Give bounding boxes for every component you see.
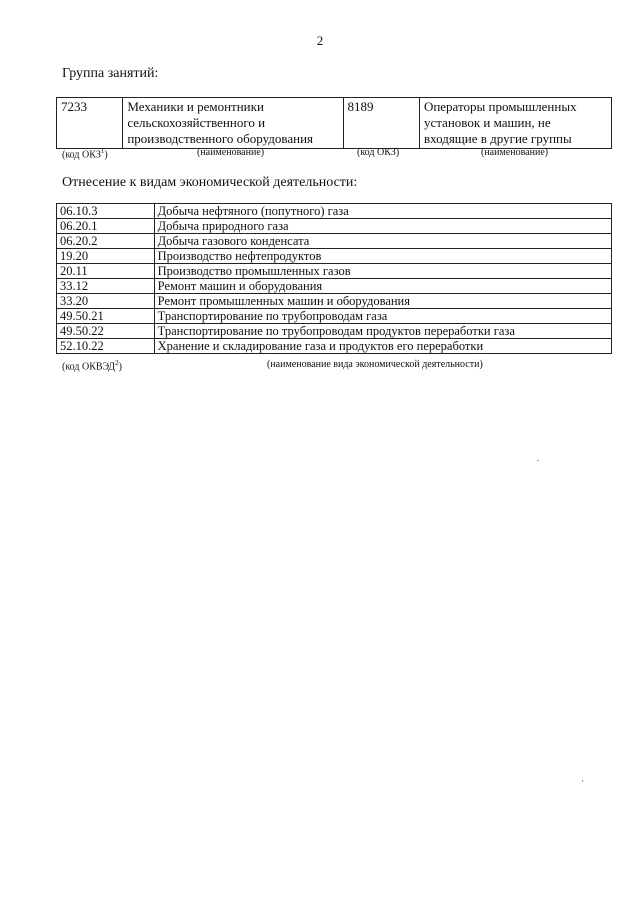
okved-code-caption: (код ОКВЭД$^2$) xyxy=(62,359,122,373)
okved-name-cell: Производство нефтепродуктов xyxy=(154,249,611,264)
okved-code-cell: 20.11 xyxy=(57,264,155,279)
table-row xyxy=(57,219,612,234)
occupation-group-captions xyxy=(0,147,640,161)
okved-code-cell: 49.50.21 xyxy=(57,309,155,324)
table-row xyxy=(57,98,612,149)
table-row xyxy=(57,339,612,354)
economic-activities-title: Отнесение к видам экономической деятельности: xyxy=(62,175,358,190)
economic-activities-captions xyxy=(0,359,640,373)
okved-code-cell: 19.20 xyxy=(57,249,155,264)
okved-code-cell: 06.20.1 xyxy=(57,219,155,234)
okved-name-cell: Ремонт промышленных машин и оборудования xyxy=(154,294,611,309)
okved-name-cell: Хранение и складирование газа и продуктов его переработки xyxy=(154,339,611,354)
table-row xyxy=(57,264,612,279)
okved-name-caption: (наименование вида экономической деятельности) xyxy=(267,359,483,370)
okved-name-cell: Добыча природного газа xyxy=(154,219,611,234)
okz-code-cell: 7233 xyxy=(57,98,123,149)
okved-code-cell: 33.12 xyxy=(57,279,155,294)
okved-code-cell: 06.10.3 xyxy=(57,204,155,219)
okved-name-cell: Добыча газового конденсата xyxy=(154,234,611,249)
okz-name-cell: Механики и ремонтники сельскохозяйственного и производственного оборудования xyxy=(123,98,343,149)
scan-speck xyxy=(582,780,583,782)
economic-activities-table xyxy=(56,203,612,354)
okved-code-cell: 49.50.22 xyxy=(57,324,155,339)
table-row xyxy=(57,294,612,309)
okz-name-cell: Операторы промышленных установок и машин, не входящие в другие группы xyxy=(419,98,611,149)
okved-code-cell: 52.10.22 xyxy=(57,339,155,354)
table-row xyxy=(57,309,612,324)
table-row xyxy=(57,249,612,264)
okz-code-caption: (код ОКЗ) xyxy=(357,147,400,158)
okz-code-cell: 8189 xyxy=(343,98,419,149)
okved-name-cell: Транспортирование по трубопроводам продуктов переработки газа xyxy=(154,324,611,339)
okved-code-cell: 33.20 xyxy=(57,294,155,309)
okved-name-cell: Транспортирование по трубопроводам газа xyxy=(154,309,611,324)
okved-code-cell: 06.20.2 xyxy=(57,234,155,249)
okved-name-cell: Ремонт машин и оборудования xyxy=(154,279,611,294)
okz-code-caption: (код ОКЗ$^1$) xyxy=(62,147,108,161)
table-row xyxy=(57,279,612,294)
table-row xyxy=(57,324,612,339)
okz-name-caption: (наименование) xyxy=(481,147,549,158)
okved-name-cell: Производство промышленных газов xyxy=(154,264,611,279)
scan-speck xyxy=(537,460,539,461)
occupation-group-title: Группа занятий: xyxy=(62,66,159,81)
okved-name-cell: Добыча нефтяного (попутного) газа xyxy=(154,204,611,219)
okz-name-caption: (наименование) xyxy=(197,147,265,158)
occupation-group-table xyxy=(56,97,612,149)
page-number: 2 xyxy=(316,33,324,48)
table-row xyxy=(57,204,612,219)
table-row xyxy=(57,234,612,249)
